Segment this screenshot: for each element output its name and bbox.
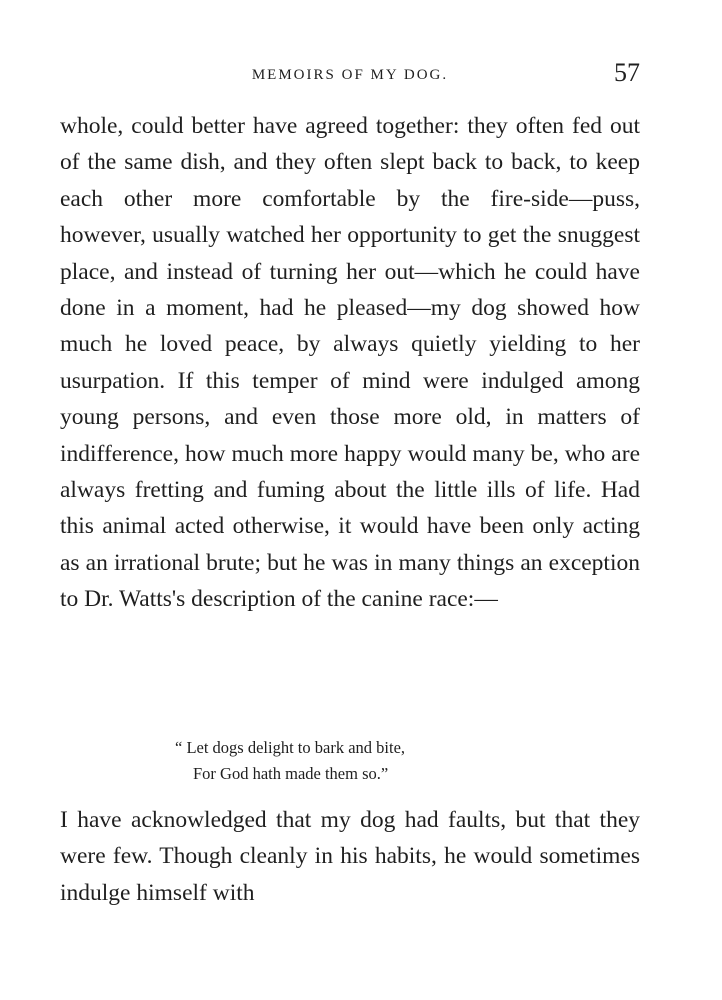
body-text (60, 108, 640, 618)
quote-line-1: “ Let dogs delight to bark and bite, (175, 738, 406, 757)
page-header (60, 58, 640, 92)
running-head: MEMOIRS OF MY DOG. (251, 67, 449, 83)
paragraph-1: whole, could better have agreed together: they often fed out of the same dish, and they often slept back to back, to keep each other more comfortable by the fire-side—puss, however, usually watched her opportunity to get the snuggest place, and instead of turning her out—which he could have done in a moment, had he pleased—my dog showed how much he loved peace, by always quietly yielding to her usurpation. If this temper of mind were indulged among young persons, and even those more old, in matters of indifference, how much more happy would many be, who are always fretting and fuming about the little ills of life. Had this animal acted otherwise, it would have been only acting as an irrational brute; but he was in many things an exception to Dr. Watts's description of the canine race:— (60, 113, 640, 613)
paragraph-2: I have acknowledged that my dog had faults, but that they were few. Though cleanly in his habits, he would sometimes indulge himself with (60, 807, 640, 906)
page-number: 57 (614, 58, 640, 87)
body-text-continued (60, 802, 640, 911)
verse-quote (60, 735, 640, 787)
quote-line-2: For God hath made them so.” (193, 764, 389, 783)
